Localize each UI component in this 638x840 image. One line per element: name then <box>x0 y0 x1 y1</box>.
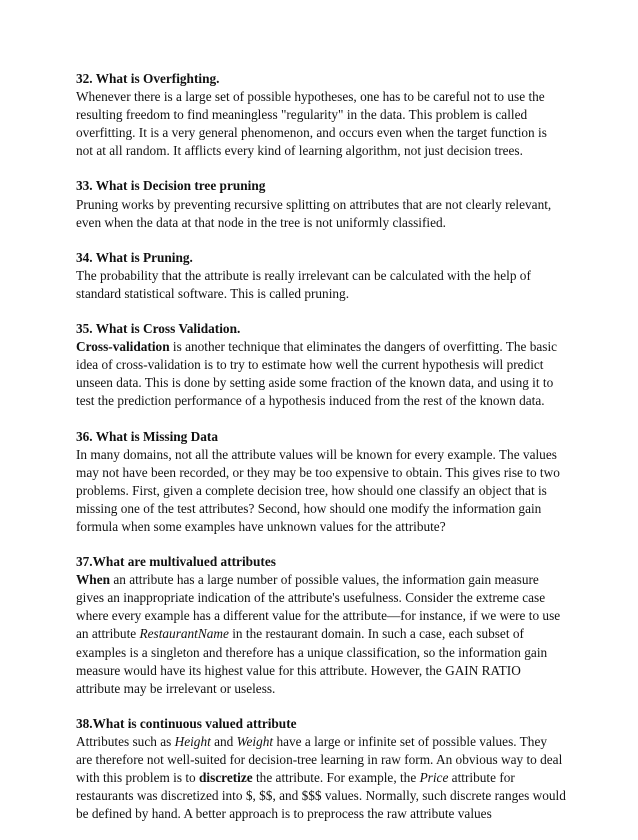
italic-term: Height <box>174 733 211 749</box>
section-38 <box>76 715 566 824</box>
bold-term: Cross-validation <box>76 339 170 355</box>
section-34 <box>76 249 566 303</box>
section-heading: 37.What are multivalued attributes <box>76 554 276 570</box>
paragraph-text: have a large or infinite set of possible values. They are therefore not well-suited for decision-tree learning in raw form. An obvious way to deal with this problem is to <box>76 733 563 786</box>
section-heading: 33. What is Decision tree pruning <box>76 178 266 194</box>
section-paragraph <box>76 571 566 698</box>
italic-term: RestaurantName <box>139 626 229 642</box>
section-heading: 32. What is Overfighting. <box>76 71 220 86</box>
document-page <box>76 70 566 840</box>
section-paragraph: The probability that the attribute is really irrelevant can be calculated with the help of standard statistical software. This is called pruning. <box>76 267 531 301</box>
paragraph-text: and <box>210 733 237 749</box>
section-32 <box>76 70 566 160</box>
section-paragraph <box>76 733 566 823</box>
paragraph-text: in the restaurant domain. In such a case, each subset of examples is a singleton and therefore has a unique classification, so the information gain measure would have its highest value for this attribute. However, the GAIN RATIO attribute may be irrelevant or useless. <box>76 626 548 696</box>
section-paragraph <box>76 338 566 410</box>
paragraph-text: Attributes such as <box>76 733 175 749</box>
section-37 <box>76 553 566 698</box>
section-36 <box>76 428 566 537</box>
section-35 <box>76 320 566 410</box>
paragraph-text: an attribute has a large number of possible values, the information gain measure gives an inappropriate indication of the attribute's usefulness. Consider the extreme case where every example has a different value for the attribute—for instance, if we were to use an attribute <box>76 572 561 642</box>
section-heading: 35. What is Cross Validation. <box>76 321 241 337</box>
section-heading: 36. What is Missing Data <box>76 428 218 444</box>
section-paragraph: In many domains, not all the attribute values will be known for every example. The values may not have been recorded, or they may be too expensive to obtain. This gives rise to two problems. First, given a complete decision tree, how should one classify an object that is missing one of the test attributes? Second, how should one modify the information gain formula when some examples have unknown values for the attribute? <box>76 446 560 534</box>
italic-term: Price <box>419 770 449 786</box>
paragraph-text: is another technique that eliminates the dangers of overfitting. The basic idea of cross-validation is to try to estimate how well the current hypothesis will predict unseen data. This is done by setting aside some fraction of the known data, and using it to test the prediction performance of a hypothesis induced from the rest of the known data. <box>76 339 558 409</box>
section-paragraph: Whenever there is a large set of possible hypotheses, one has to be careful not to use the resulting freedom to find meaningless "regularity" in the data. This problem is called overfitting. It is a very general phenomenon, and occurs even when the target function is not at all random. It afflicts every kind of learning algorithm, not just decision trees. <box>76 89 547 159</box>
paragraph-text: attribute for restaurants was discretized into $, $$, and $$$ values. Normally, such discrete ranges would be defined by hand. A better approach is to preprocess the raw attribute values <box>76 770 566 822</box>
paragraph-text: the attribute. For example, the <box>252 770 420 786</box>
section-heading: 34. What is Pruning. <box>76 249 193 265</box>
bold-term: discretize <box>199 770 253 786</box>
section-paragraph: Pruning works by preventing recursive splitting on attributes that are not clearly relevant, even when the data at that node in the tree is not uniformly classified. <box>76 196 552 230</box>
section-33 <box>76 177 566 231</box>
italic-term: Weight <box>236 733 274 749</box>
section-heading: 38.What is continuous valued attribute <box>76 715 297 731</box>
bold-term: When <box>76 572 110 588</box>
